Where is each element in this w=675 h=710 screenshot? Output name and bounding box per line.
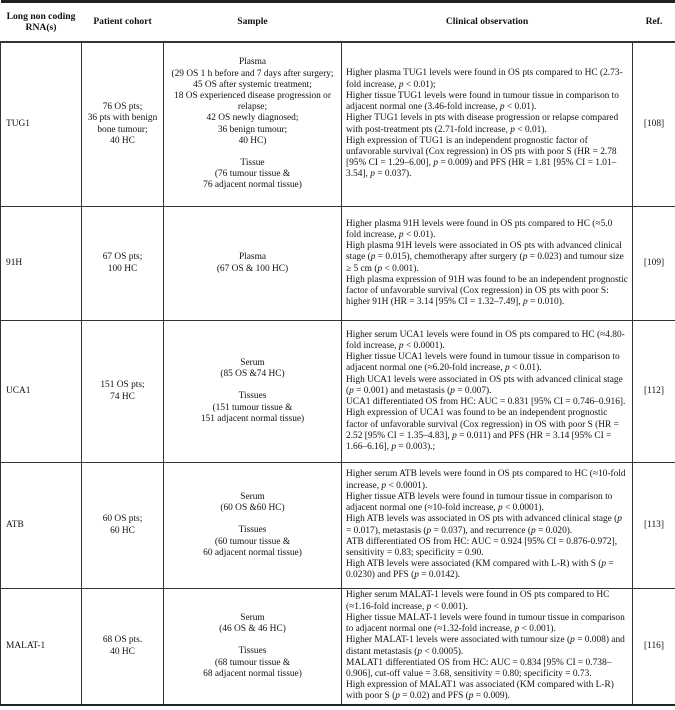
- ref-cell: [109]: [633, 207, 675, 321]
- sample-block: Tissues (60 tumour tissue & 60 adjacent normal tissue): [203, 525, 302, 558]
- observation-line: Higher serum UCA1 levels were found in OS pts compared to HC (≈4.80-fold increase, p < 0.0001).: [346, 329, 625, 352]
- cohort-cell: 60 OS pts; 60 HC: [82, 463, 164, 589]
- observation-line: Higher plasma 91H levels were found in OS pts compared to HC (≈5.0 fold increase, p < 0.01).: [346, 218, 613, 240]
- observation-line: Higher tissue TUG1 levels were found in tumour tissue in comparison to adjacent normal one (3.46-fold increase, p < 0.01).: [346, 90, 619, 113]
- lncrna-cell: UCA1: [1, 321, 82, 463]
- sample-cell: [164, 207, 342, 321]
- observation-line: Higher serum ATB levels were found in OS pts compared to HC (≈10-fold increase, p < 0.0001).: [346, 469, 626, 491]
- sample-block: Tissue (76 tumour tissue & 76 adjacent normal tissue): [203, 158, 302, 191]
- observation-cell: [342, 463, 633, 589]
- observation-line: Higher tissue MALAT-1 levels were found in tumour tissue in comparison to adjacent normal one (≈1.32-fold increase, p < 0.001).: [346, 612, 625, 635]
- ref-cell: [116]: [633, 589, 675, 706]
- table-row: [1, 42, 675, 207]
- observation-cell: [342, 589, 633, 706]
- sample-block: Tissues (68 tumour tissue & 68 adjacent normal tissue): [203, 646, 302, 679]
- header-row: [1, 2, 675, 43]
- sample-gap: [168, 514, 337, 525]
- sample-block: Serum (46 OS & 46 HC): [219, 612, 286, 635]
- table-row: [1, 321, 675, 463]
- observation-line: High ATB levels was associated in OS pts with advanced clinical stage (p = 0.017), metastasis (p = 0.037), and recurrence (p = 0.020).: [346, 514, 622, 536]
- table-row: [1, 463, 675, 589]
- sample-cell: [164, 589, 342, 706]
- cohort-cell: 151 OS pts; 74 HC: [82, 321, 164, 463]
- observation-line: High expression of TUG1 is an independent prognostic factor of unfavorable survival (Cox regression) in OS pts with poor S (HR = 2.78 [95% CI = 1.29–6.00], p = 0.009) and PFS (HR = 1.81 [95% CI = 1.01–3.54], p = 0.037).: [346, 135, 617, 180]
- sample-cell: [164, 463, 342, 589]
- sample-cell: [164, 321, 342, 463]
- observation-line: Higher serum MALAT-1 levels were found in OS pts compared to HC (≈1.16-fold increase, p < 0.001).: [346, 590, 610, 612]
- header-cohort: Patient cohort: [93, 16, 152, 28]
- observation-line: High UCA1 levels were associated in OS pts with advanced clinical stage (p = 0.001) and metastasis (p = 0.007).: [346, 374, 623, 396]
- ref-cell: [112]: [633, 321, 675, 463]
- sample-gap: [168, 635, 337, 646]
- lncrna-cell: ATB: [1, 463, 82, 589]
- sample-block: Tissues (151 tumour tissue & 151 adjacent normal tissue): [200, 391, 305, 424]
- sample-block: Plasma (29 OS 1 h before and 7 days after surgery; 45 OS after systemic treatment; 18 OS experienced disease progression or relapse; 42 OS newly diagnosed; 36 benign tumour; 40 HC): [171, 57, 334, 146]
- header-lncrna: Long non coding RNA(s): [6, 10, 76, 33]
- observation-line: Higher plasma TUG1 levels were found in OS pts compared to HC (2.73-fold increase, p < 0.01);: [346, 68, 623, 90]
- ref-cell: [108]: [633, 42, 675, 207]
- table-row: [1, 589, 675, 706]
- observation-line: UCA1 differentiated OS from HC: AUC = 0.831 [95% CI = 0.746–0.916].: [346, 397, 626, 408]
- table-body: [1, 42, 675, 705]
- lncrna-cell: 91H: [1, 207, 82, 321]
- header-observation: Clinical observation: [445, 16, 529, 28]
- observation-line: MALAT1 differentiated OS from HC: AUC = 0.834 [95% CI = 0.738–0.906], cut-off value = 3.68, sensitivity = 0.80; specificity = 0.73.: [346, 657, 612, 679]
- sample-gap: [168, 380, 337, 391]
- observation-line: ATB differentiated OS from HC: AUC = 0.924 [95% CI = 0.876-0.972], sensitivity = 0.83; specificity = 0.90.: [346, 536, 618, 558]
- observation-line: Higher MALAT-1 levels were associated with tumour size (p = 0.008) and distant metastasis (p < 0.0005).: [346, 635, 625, 657]
- observation-line: High plasma expression of 91H was found to be an independent prognostic factor of unfavorable survival (Cox regression) in OS pts with poor S: higher 91H (HR = 3.14 [95% CI = 1.32–7.49], p = 0.010).: [346, 274, 628, 308]
- sample-block: Plasma (67 OS & 100 HC): [216, 252, 289, 274]
- observation-cell: [342, 42, 633, 207]
- sample-cell: [164, 42, 342, 207]
- sample-gap: [168, 147, 337, 158]
- ref-cell: [113]: [633, 463, 675, 589]
- observation-line: High expression of MALAT1 was associated (KM compared with L-R) with poor S (p = 0.02) and PFS (p = 0.009).: [346, 680, 614, 702]
- observation-line: Higher TUG1 levels in pts with disease progression or relapse compared with post-treatment pts (2.71-fold increase, p < 0.01).: [346, 113, 619, 135]
- table-header: [1, 2, 675, 43]
- observation-line: High expression of UCA1 was found to be an independent prognostic factor of unfavorable survival (Cox regression) in OS with poor S (HR = 2.52 [95% CI = 1.35–4.83], p = 0.011) and PFS (HR = 3.14 [95% CI = 1.66–6.16], p = 0.003).;: [346, 408, 619, 452]
- observation-cell: [342, 207, 633, 321]
- observation-line: High ATB levels were associated (KM compared with L-R) with S (p = 0.0230) and PFS (p = 0.0142).: [346, 559, 614, 581]
- cohort-cell: 67 OS pts; 100 HC: [82, 207, 164, 321]
- observation-cell: [342, 321, 633, 463]
- table-row: [1, 207, 675, 321]
- lncrna-cell: TUG1: [1, 42, 82, 207]
- sample-block: Serum (60 OS &60 HC): [220, 491, 285, 514]
- lncrna-cell: MALAT-1: [1, 589, 82, 706]
- cohort-cell: 68 OS pts. 40 HC: [82, 589, 164, 706]
- header-sample: Sample: [237, 16, 268, 28]
- observation-line: Higher tissue ATB levels were found in tumour tissue in comparison to adjacent normal one (≈10-fold increase, p < 0.0001).: [346, 491, 613, 514]
- observation-line: High plasma 91H levels were associated in OS pts with advanced clinical stage (p = 0.015), chemotherapy after surgery (p = 0.023) and tumour size ≥ 5 cm (p < 0.001).: [346, 241, 624, 274]
- observation-line: Higher tissue UCA1 levels were found in tumour tissue in comparison to adjacent normal one (≈6.20-fold increase, p < 0.01).: [346, 352, 620, 374]
- sample-block: Serum (85 OS &74 HC): [220, 357, 285, 380]
- cohort-cell: 76 OS pts; 36 pts with benign bone tumour; 40 HC: [82, 42, 164, 207]
- header-ref: Ref.: [645, 16, 663, 28]
